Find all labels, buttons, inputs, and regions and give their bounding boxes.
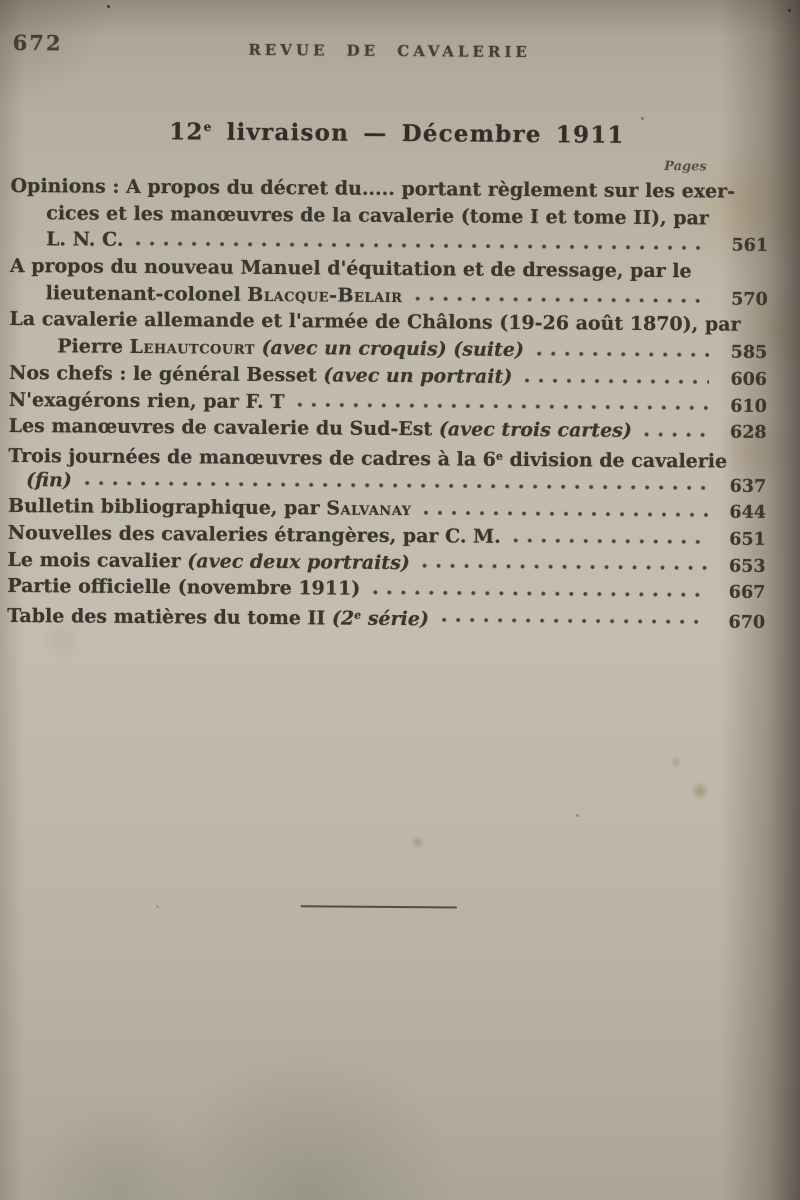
- toc-text-segment: N'exagérons rien, par F. T: [8, 388, 285, 413]
- toc-page-number: 606: [730, 369, 768, 390]
- toc-page-number: 585: [730, 342, 768, 364]
- toc-page-number: 610: [730, 396, 767, 417]
- toc-text-segment: Bulletin bibliographique, par: [7, 495, 327, 520]
- toc-line-text: [8, 493, 412, 523]
- toc-text-segment: e: [354, 608, 362, 622]
- dot-leader: [524, 375, 709, 385]
- toc-text-segment: Table des matières du tome II: [7, 604, 333, 630]
- toc-text-segment: (2: [331, 607, 355, 630]
- toc-text-segment: (avec un croquis) (suite): [254, 336, 524, 362]
- toc-page-number: 653: [728, 556, 766, 577]
- toc-text-segment: série): [361, 607, 429, 631]
- dot-leader: [135, 239, 710, 253]
- toc-text-segment: Nos chefs : le général Besset: [8, 361, 324, 387]
- dot-leader: [296, 400, 708, 412]
- toc-line-text: [7, 600, 429, 633]
- dot-leader: [423, 508, 708, 519]
- toc-line: [8, 440, 766, 473]
- dot-leader: [414, 295, 709, 306]
- dot-leader: [372, 588, 707, 600]
- toc-line-text: [9, 360, 512, 391]
- toc-text-segment: cices et les manœuvres de la cavalerie (tome I et tome II), par: [46, 201, 709, 230]
- toc-page-number: 670: [728, 612, 766, 633]
- dot-leader: [84, 479, 708, 493]
- toc-text-segment: lieutenant-colonel: [45, 281, 248, 306]
- toc-page-number: 651: [729, 529, 766, 550]
- toc-entry: [7, 600, 765, 633]
- toc-entry: [8, 440, 766, 499]
- toc-text-segment: Lehautcourt: [129, 336, 256, 359]
- pages-column-label: Pages: [664, 159, 707, 175]
- dot-leader: [422, 562, 708, 573]
- toc-line-text: [7, 547, 409, 577]
- toc-text-segment: e: [495, 449, 503, 463]
- dot-leader: [441, 615, 707, 626]
- toc-text-segment: (avec deux portraits): [187, 549, 410, 574]
- toc-text-segment: Le mois cavalier: [7, 548, 188, 572]
- toc-line-text: [9, 386, 285, 415]
- toc-line-text: [7, 573, 360, 602]
- toc-text-segment: L. N. C.: [46, 228, 124, 252]
- toc-line-text: [26, 467, 72, 494]
- issue-title: [11, 117, 769, 150]
- toc-line-text: [8, 440, 727, 475]
- toc-text-segment: division de cavalerie: [502, 448, 728, 473]
- toc-text-segment: La cavalerie allemande et l'armée de Châlons (19-26 août 1870), par: [9, 308, 741, 337]
- toc-line: [7, 600, 765, 633]
- toc-page-number: 637: [729, 476, 767, 497]
- issue-number-ordinal: e: [203, 119, 213, 134]
- toc-text-segment: Pierre: [57, 335, 130, 359]
- toc-text-segment: Les manœuvres de cavalerie du Sud-Est: [8, 415, 439, 441]
- toc-line-text: [46, 200, 709, 232]
- toc-text-segment: Nouvelles des cavaleries étrangères, par C. M.: [7, 521, 501, 548]
- dot-leader: [513, 536, 708, 547]
- toc-text-segment: Blacque-Belair: [247, 283, 403, 307]
- toc-text-segment: A propos du nouveau Manuel d'équitation et de dressage, par le: [9, 255, 692, 283]
- toc-text-segment: (avec un portrait): [323, 364, 513, 388]
- toc-entries: [7, 173, 769, 633]
- running-title: REVUE DE CAVALERIE: [248, 40, 531, 62]
- toc-text-segment: Salvanay: [326, 497, 412, 521]
- issue-title-rest: livraison — Décembre 1911: [212, 118, 625, 149]
- paper-specks: [0, 0, 3, 3]
- toc-text-segment: Opinions : A propos du décret du..... portant règlement sur les exer-: [10, 174, 736, 203]
- dot-leader: [644, 430, 709, 440]
- separator-rule: [301, 905, 457, 908]
- toc-text-segment: (avec trois cartes): [438, 418, 632, 443]
- toc-entry: [9, 306, 767, 365]
- toc-entry: [10, 253, 768, 312]
- toc-page-number: 667: [728, 582, 766, 604]
- toc-page-number: 644: [729, 502, 767, 524]
- toc-text-segment: (fin): [26, 468, 72, 491]
- toc-line-text: [57, 333, 524, 363]
- toc-text-segment: Partie officielle (novembre 1911): [7, 575, 361, 601]
- toc-page-number: 628: [730, 422, 767, 444]
- toc-page-number: 561: [731, 235, 769, 257]
- toc-line-text: [8, 520, 501, 551]
- folio-page-number: 672: [12, 29, 63, 56]
- toc-line-text: [46, 227, 124, 254]
- toc-text-segment: Trois journées de manœuvres de cadres à la 6: [8, 444, 496, 471]
- dot-leader: [536, 349, 709, 359]
- issue-number: 12: [169, 118, 204, 146]
- toc-line-text: [46, 280, 403, 310]
- toc-entry: [10, 173, 769, 259]
- toc-page-number: 570: [731, 289, 768, 310]
- table-of-contents: [7, 117, 769, 633]
